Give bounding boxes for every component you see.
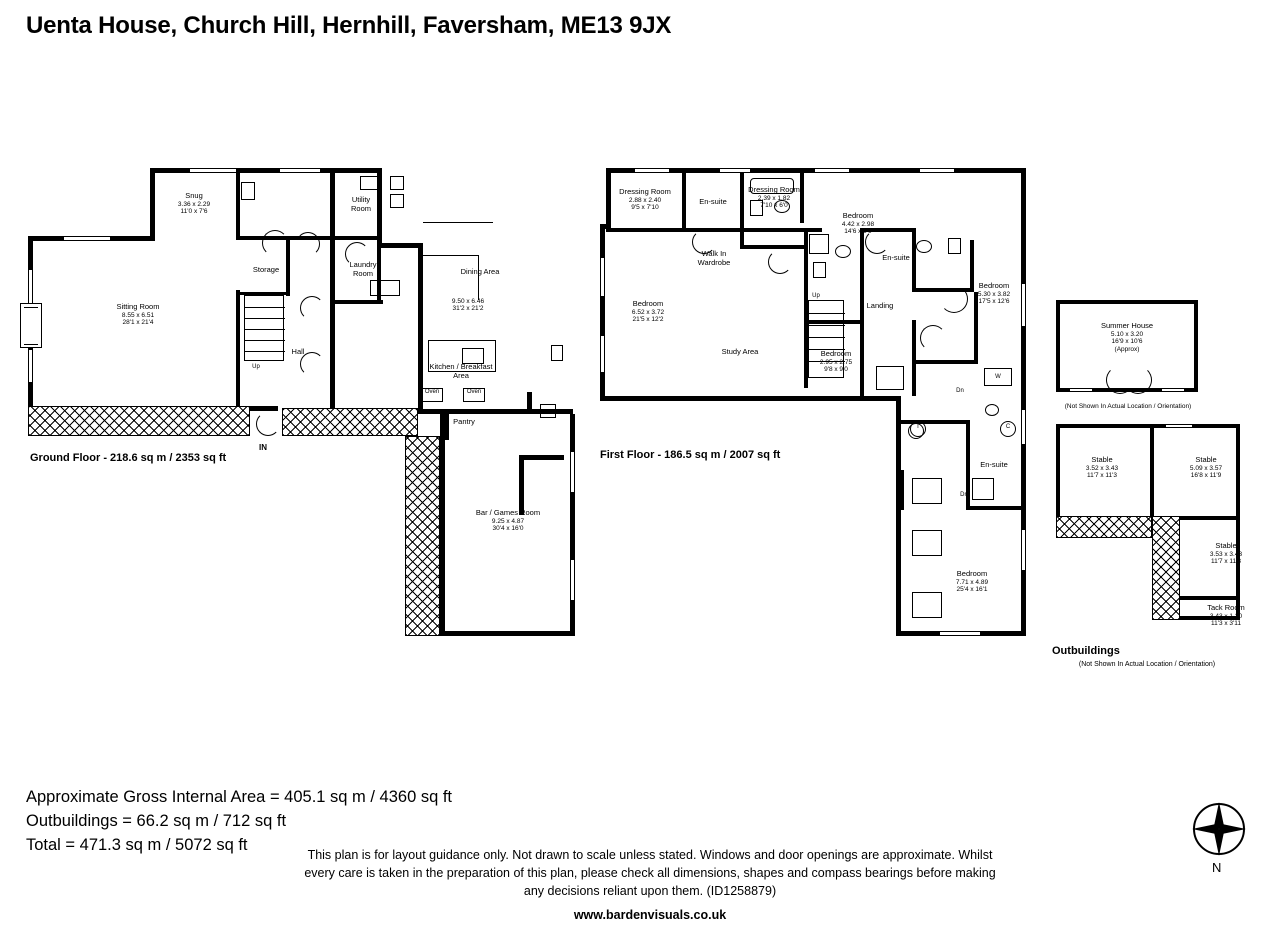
room-label-ensuite-1: En-suite	[699, 197, 727, 206]
stairs-down-label: Dn	[956, 388, 964, 394]
room-label-bedroom-1: Bedroom 4.42 x 2.98 14'6 x 9'9	[841, 211, 875, 236]
room-label-bedroom-3: Bedroom 6.52 x 3.72 21'5 x 12'2	[631, 299, 665, 324]
room-label-study-area: Study Area	[721, 347, 759, 356]
door-swing	[865, 230, 889, 254]
room-label-ensuite-3: En-suite	[980, 460, 1008, 469]
room-label-bar-games: Bar / Games Room 9.25 x 4.87 30'4 x 16'0	[475, 508, 541, 533]
appliance	[390, 194, 404, 208]
window	[190, 168, 236, 173]
stable-yard-paving	[1152, 516, 1180, 620]
window	[720, 168, 750, 173]
window	[28, 350, 33, 382]
room-label-laundry: Laundry Room	[349, 260, 377, 278]
window	[1021, 530, 1026, 570]
page-title: Uenta House, Church Hill, Hernhill, Faversham, ME13 9JX	[26, 12, 672, 39]
room-label-hall: Hall	[291, 347, 305, 356]
terrace-paving	[282, 408, 418, 436]
stairs-up-label: Up	[252, 364, 260, 370]
appliance	[390, 176, 404, 190]
room-label-stable-1: Stable 3.52 x 3.43 11'7 x 11'3	[1085, 455, 1119, 480]
cupboard-label: C	[1005, 424, 1011, 430]
utility-fixture	[360, 176, 378, 190]
door-swing	[296, 232, 320, 256]
area-total: Total = 471.3 sq m / 5072 sq ft	[26, 835, 248, 854]
room-label-walk-in-wardrobe: Walk In Wardrobe	[697, 249, 731, 267]
room-label-sitting: Sitting Room 8.55 x 6.51 28'1 x 21'4	[116, 302, 160, 327]
stable-yard-paving	[1056, 516, 1152, 538]
room-label-dressing-1: Dressing Room 2.88 x 2.40 9'5 x 7'10	[619, 187, 671, 212]
room-label-dining-dims: 9.50 x 6.46 31'2 x 21'2	[451, 298, 485, 313]
tank-label: T	[916, 424, 920, 430]
basin-fixture	[835, 245, 851, 258]
shower-fixture	[972, 478, 994, 500]
window	[28, 270, 33, 306]
room-label-bedroom-5: Bedroom 7.71 x 4.89 25'4 x 16'1	[955, 569, 989, 594]
basin-fixture	[916, 240, 932, 253]
outbuildings-note: (Not Shown In Actual Location / Orientation)	[1078, 661, 1216, 668]
door-swing	[1124, 366, 1152, 394]
laundry-fixture	[370, 280, 400, 296]
window	[1166, 424, 1192, 428]
room-label-bedroom-4: Bedroom 2.95 x 2.75 9'8 x 9'0	[819, 349, 853, 374]
wc-fixture	[241, 182, 255, 200]
room-label-tack-room: Tack Room 3.43 x 1.20 11'3 x 3'11	[1207, 603, 1245, 628]
door-swing	[692, 230, 716, 254]
door-swing	[300, 352, 324, 376]
wc-fixture	[948, 238, 961, 254]
window	[1162, 388, 1184, 392]
window	[600, 258, 605, 296]
first-floor-plan	[560, 0, 1080, 660]
summer-house-note: (Not Shown In Actual Location / Orientation)	[1064, 403, 1192, 410]
room-label-snug: Snug 3.36 x 2.29 11'0 x 7'6	[177, 191, 211, 216]
rooflight	[876, 366, 904, 390]
window	[635, 168, 669, 173]
disclaimer-text	[300, 846, 1000, 925]
window	[1021, 410, 1026, 444]
door-swing	[345, 242, 369, 266]
outbuildings-caption: Outbuildings	[1052, 645, 1120, 657]
room-label-bedroom-2: Bedroom 5.30 x 3.82 17'5 x 12'6	[977, 281, 1011, 306]
entrance-label: IN	[259, 443, 267, 452]
room-label-dressing-2: Dressing Room 2.39 x 1.82 7'10 x 6'0	[748, 185, 800, 210]
door-swing	[940, 285, 968, 313]
rooflight	[912, 478, 942, 504]
room-label-kitchen: Kitchen / Breakfast Area	[429, 362, 493, 380]
fireplace	[20, 303, 42, 348]
basin-fixture	[985, 404, 999, 416]
door-swing	[768, 250, 792, 274]
window	[815, 168, 849, 173]
ground-floor-plan	[0, 0, 600, 660]
compass-north-label: N	[1212, 860, 1222, 875]
room-label-landing: Landing	[866, 301, 894, 310]
room-label-pantry: Pantry	[453, 417, 475, 426]
room-label-stable-2: Stable 5.09 x 3.57 16'8 x 11'9	[1189, 455, 1223, 480]
door-swing	[300, 296, 324, 320]
area-outbuildings: Outbuildings = 66.2 sq m / 712 sq ft	[26, 811, 287, 830]
terrace-paving	[28, 406, 250, 436]
room-label-stable-3: Stable 3.53 x 3.43 11'7 x 11'3	[1209, 541, 1243, 566]
window	[1070, 388, 1092, 392]
terrace-paving	[405, 436, 440, 636]
door-swing	[920, 325, 946, 351]
door-swing	[256, 412, 280, 436]
window	[940, 631, 980, 636]
oven-label: Oven	[466, 389, 482, 395]
door-swing	[262, 230, 288, 256]
area-gross: Approximate Gross Internal Area = 405.1 sq m / 4360 sq ft	[26, 788, 453, 806]
window	[600, 336, 605, 372]
wc-fixture	[813, 262, 826, 278]
window	[920, 168, 954, 173]
room-label-dining: Dining Area	[460, 267, 500, 276]
compass-rose	[1186, 796, 1252, 862]
room-label-summer-house: Summer House 5.10 x 3.20 16'9 x 10'6 (Approx)	[1100, 321, 1154, 353]
room-label-ensuite-2: En-suite	[882, 253, 910, 262]
website-link[interactable]: www.bardenvisuals.co.uk	[573, 908, 727, 923]
window	[280, 168, 320, 173]
rooflight	[912, 530, 942, 556]
window	[64, 236, 110, 241]
disclaimer-body: This plan is for layout guidance only. Not drawn to scale unless stated. Windows and door openings are approximate. Whilst every care is taken in the preparation of this plan, please check all dimensions, shapes and compass bearings before making any decisions reliant upon them. (ID1258879)	[304, 848, 996, 899]
room-label-storage: Storage	[252, 265, 280, 274]
ground-floor-caption: Ground Floor - 218.6 sq m / 2353 sq ft	[30, 452, 227, 464]
room-label-utility: Utility Room	[350, 195, 371, 213]
oven-label: Oven	[424, 389, 440, 395]
shower-fixture	[809, 234, 829, 254]
rooflight	[912, 592, 942, 618]
stairs-down-label: Dn	[960, 492, 968, 498]
first-floor-caption: First Floor - 186.5 sq m / 2007 sq ft	[600, 449, 781, 461]
outbuildings-plan	[1040, 0, 1280, 680]
wardrobe-label: W	[995, 374, 1001, 380]
cloakroom-fixture	[540, 404, 556, 418]
stairs-up-label: Up	[812, 293, 820, 299]
